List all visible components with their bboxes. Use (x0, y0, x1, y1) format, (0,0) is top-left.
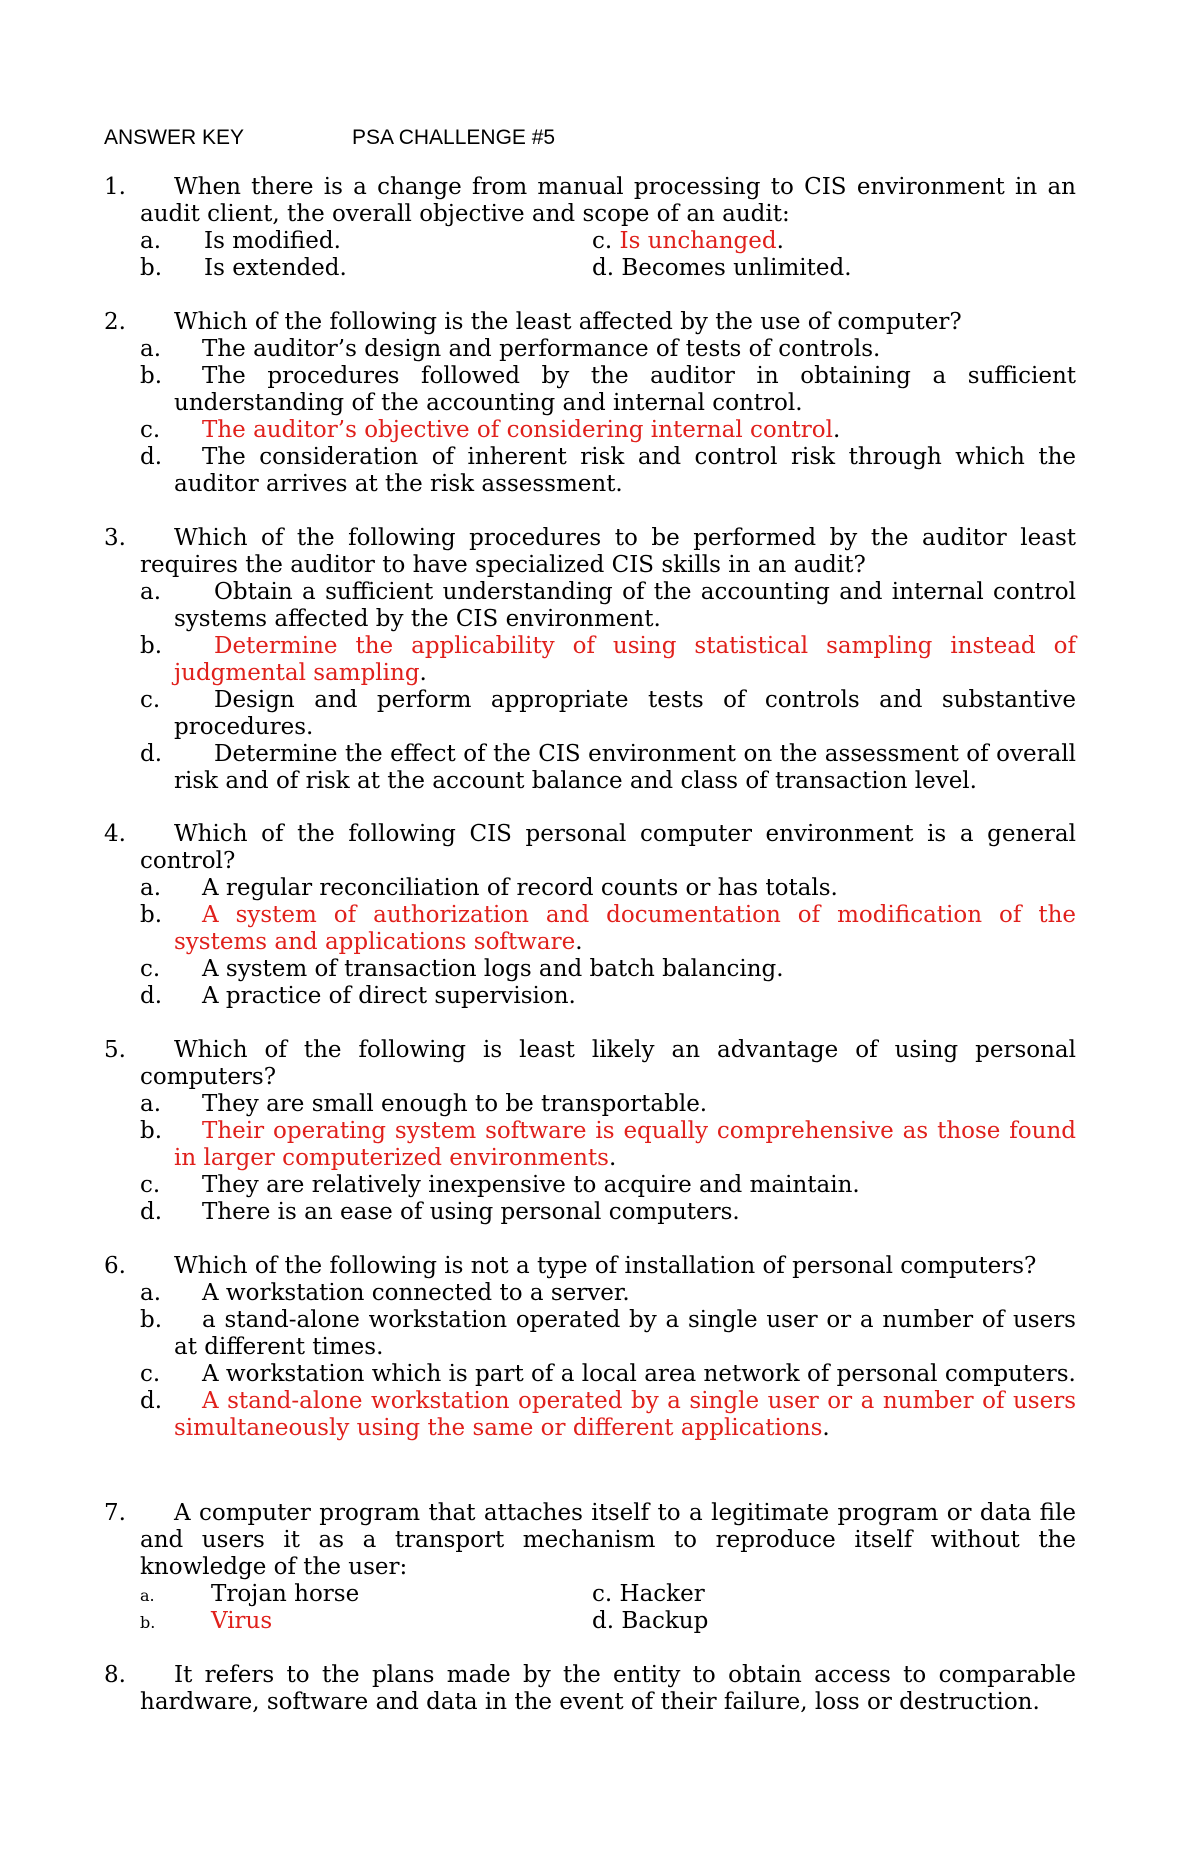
option-row (104, 1581, 1076, 1608)
question-5 (104, 1037, 1076, 1226)
option-d: d. There is an ease of using personal computers. (140, 1199, 740, 1225)
question-stem (104, 1662, 1076, 1716)
question-number: 2. (104, 309, 126, 335)
option-a: a. A workstation connected to a server. (140, 1280, 630, 1306)
question-text: When there is a change from manual processing to CIS environment in an audit client, the overall objective and scope of an audit: (140, 174, 1076, 227)
question-stem (104, 1500, 1076, 1581)
option-d: d. Backup (592, 1608, 709, 1634)
question-text: Which of the following is least likely an advantage of using personal computers? (140, 1037, 1076, 1090)
option-a: a. They are small enough to be transportable. (140, 1091, 708, 1117)
option-d: d. A practice of direct supervision. (140, 983, 576, 1009)
option-a: a. Trojan horse (140, 1581, 360, 1607)
option-b-correct: b. A system of authorization and documentation of modification of the systems and applications software. (140, 902, 1076, 955)
question-number: 5. (104, 1037, 126, 1063)
question-7 (104, 1500, 1076, 1635)
option-b: b. Is extended. (140, 255, 347, 281)
question-text: Which of the following CIS personal computer environment is a general control? (140, 821, 1076, 874)
question-4 (104, 821, 1076, 1010)
challenge-title: PSA CHALLENGE #5 (352, 126, 556, 149)
question-number: 1. (104, 174, 126, 200)
option-c: c. A system of transaction logs and batch balancing. (140, 956, 784, 982)
question-text: It refers to the plans made by the entity to obtain access to comparable hardware, software and data in the event of their failure, loss or destruction. (140, 1662, 1076, 1715)
option-row (104, 228, 1076, 255)
question-8 (104, 1662, 1076, 1716)
option-row (104, 1608, 1076, 1635)
question-number: 4. (104, 821, 126, 847)
option-c-correct: c. Is unchanged. (592, 228, 784, 254)
option-c: c. A workstation which is part of a local area network of personal computers. (140, 1361, 1076, 1387)
question-number: 8. (104, 1662, 126, 1688)
question-2 (104, 309, 1076, 498)
page-header (104, 124, 556, 151)
option-b: b. The procedures followed by the auditor in obtaining a sufficient understanding of the accounting and internal control. (140, 363, 1076, 416)
question-stem (104, 821, 1076, 875)
option-d: d. Determine the effect of the CIS environment on the assessment of overall risk and of risk at the account balance and class of transaction level. (140, 741, 1076, 794)
option-c: c. Hacker (592, 1581, 705, 1607)
answer-key-label: ANSWER KEY (104, 126, 245, 149)
option-c-correct: c. The auditor’s objective of considering internal control. (140, 417, 841, 443)
option-c: c. They are relatively inexpensive to acquire and maintain. (140, 1172, 860, 1198)
question-1 (104, 174, 1076, 282)
question-3 (104, 525, 1076, 795)
option-row (104, 255, 1076, 282)
question-text: Which of the following procedures to be performed by the auditor least requires the auditor to have specialized CIS skills in an audit? (140, 525, 1076, 578)
question-stem (104, 174, 1076, 228)
option-a: a. Is modified. (140, 228, 341, 254)
question-6 (104, 1253, 1076, 1442)
option-b-correct: b. Their operating system software is equally comprehensive as those found in larger computerized environments. (140, 1118, 1076, 1171)
question-stem (104, 1037, 1076, 1091)
option-a: a. The auditor’s design and performance of tests of controls. (140, 336, 881, 362)
question-stem (104, 525, 1076, 579)
option-b: b. a stand-alone workstation operated by a single user or a number of users at different times. (140, 1307, 1076, 1360)
option-a: a. A regular reconciliation of record counts or has totals. (140, 875, 838, 901)
option-c: c. Design and perform appropriate tests of controls and substantive procedures. (140, 687, 1076, 740)
option-a: a. Obtain a sufficient understanding of the accounting and internal control systems affected by the CIS environment. (140, 579, 1076, 632)
question-number: 6. (104, 1253, 126, 1279)
option-b-correct: b. Virus (140, 1608, 273, 1634)
question-stem (104, 309, 1076, 336)
question-number: 3. (104, 525, 126, 551)
question-text: Which of the following is the least affected by the use of computer? (174, 309, 962, 335)
question-number: 7. (104, 1500, 126, 1526)
option-d: d. Becomes unlimited. (592, 255, 852, 281)
question-stem (104, 1253, 1076, 1280)
option-d-correct: d. A stand-alone workstation operated by a single user or a number of users simultaneously using the same or different applications. (140, 1388, 1076, 1441)
option-d: d. The consideration of inherent risk and control risk through which the auditor arrives at the risk assessment. (140, 444, 1076, 497)
question-text: A computer program that attaches itself to a legitimate program or data file and users it as a transport mechanism to reproduce itself without the knowledge of the user: (140, 1500, 1076, 1580)
question-text: Which of the following is not a type of installation of personal computers? (174, 1253, 1037, 1279)
option-b-correct: b. Determine the applicability of using statistical sampling instead of judgmental sampling. (140, 633, 1076, 686)
